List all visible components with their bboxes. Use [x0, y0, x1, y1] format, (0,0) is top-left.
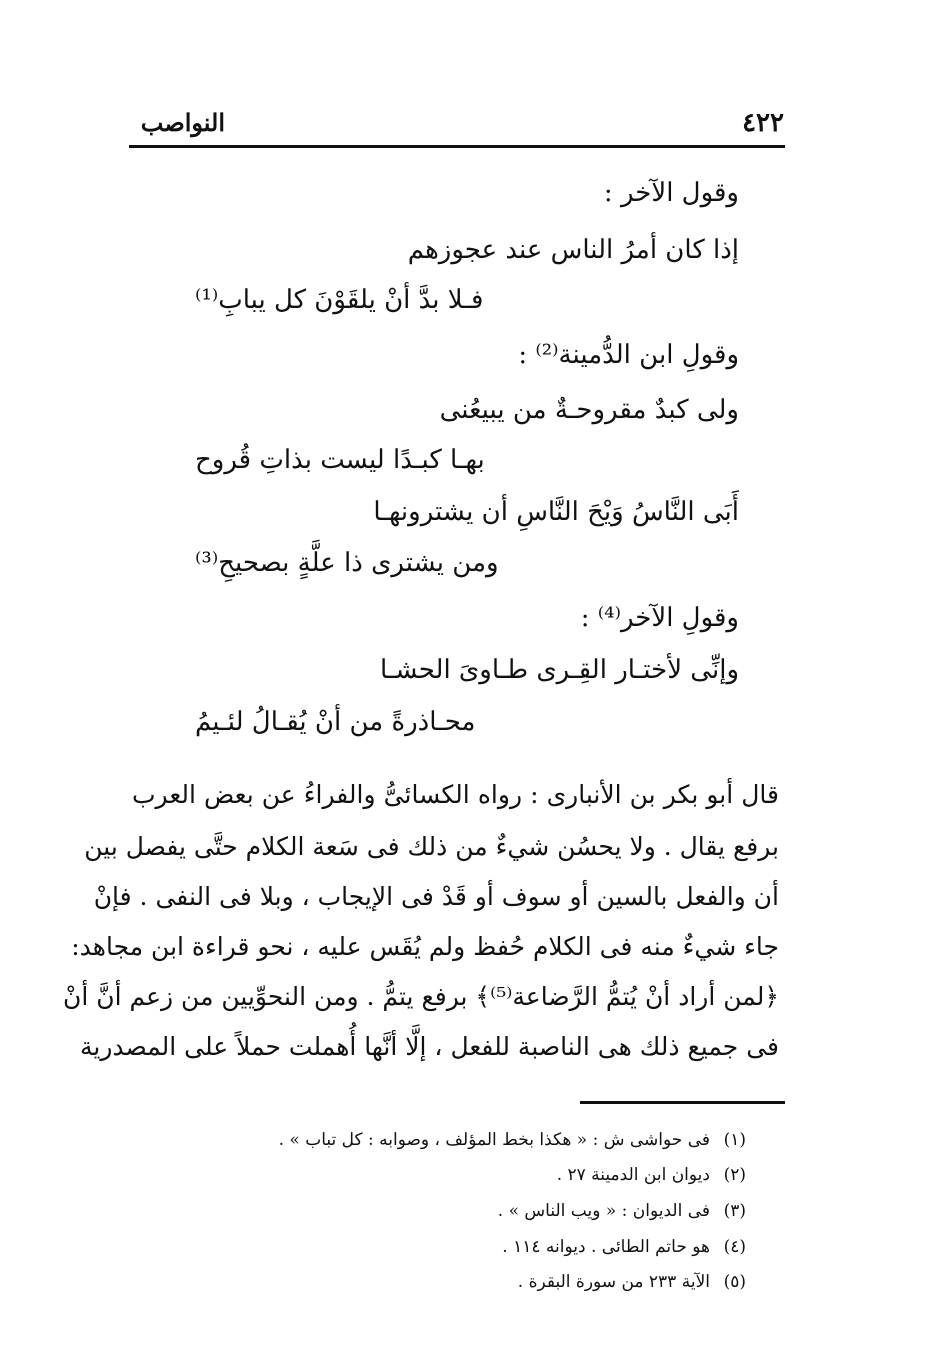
prose-line: برفع يقال . ولا يحسُن شيءٌ من ذلك فى سَعة الكلام حتَّى يفصل بين: [84, 832, 779, 861]
prose-line: جاء شيءٌ منه فى الكلام حُفظ ولم يُقَس عليه ، نحو قراءة ابن مجاهد:: [71, 932, 779, 961]
verse-line: وقولِ الآخر⁽⁴⁾ :: [580, 603, 739, 633]
prose-line: ﴿لمن أراد أنْ يُتمُّ الرَّضاعة⁽⁵⁾﴾ برفع يتمُّ . ومن النحوِّيين من زعم أنَّ أنْ: [62, 982, 779, 1011]
footnote-number: (٢): [723, 1165, 746, 1185]
running-title: النواصب: [140, 108, 225, 137]
footnote-number: (١): [723, 1130, 746, 1150]
verse-line: ومن يشترى ذا علَّةٍ بصحيحِ⁽³⁾: [195, 548, 499, 578]
verse-line: محـاذرةً من أنْ يُقـالُ لئـيمُ: [195, 707, 476, 737]
footnote-text: ديوان ابن الدمينة ٢٧ .: [556, 1165, 710, 1185]
verse-line: وإنِّى لأختـار القِـرى طـاوىَ الحشـا: [380, 655, 739, 685]
page-number: ٤٢٢: [742, 108, 784, 138]
footnote-text: هو حاتم الطائى . ديوانه ١١٤ .: [502, 1237, 710, 1257]
footnote-number: (٤): [723, 1237, 746, 1257]
verse-line: فـلا بدَّ أنْ يلقَوْنَ كل يبابِ⁽¹⁾: [195, 285, 484, 315]
footnote-text: فى حواشى ش : « هكذا بخط المؤلف ، وصوابه : كل تباب » .: [278, 1130, 710, 1150]
prose-line: قال أبو بكر بن الأنبارى : رواه الكسائىُّ والفراءُ عن بعض العرب: [132, 780, 779, 809]
footnote: [279, 1126, 746, 1154]
verse-line: إذا كان أمرُ الناس عند عجوزهم: [407, 235, 739, 265]
prose-line: فى جميع ذلك هى الناصبة للفعل ، إلَّا أنَّها أُهملت حملاً على المصدرية: [79, 1032, 779, 1061]
footnote: [502, 1233, 746, 1261]
footnote: [557, 1161, 746, 1189]
verse-line: وقول الآخر :: [603, 178, 739, 208]
footnote-number: (٥): [723, 1272, 746, 1292]
verse-line: ولى كبدٌ مقروحـةٌ من يبيعُنى: [439, 395, 739, 425]
header-rule: [129, 145, 785, 148]
footnote-rule: [580, 1101, 785, 1104]
prose-line: أن والفعل بالسين أو سوف أو قَدْ فى الإيجاب ، وبلا فى النفى . فإنْ: [93, 882, 779, 911]
verse-line: أَبَى النَّاسُ وَيْحَ النَّاسِ أن يشترونهـا: [373, 497, 739, 527]
footnote-text: الآية ٢٣٣ من سورة البقرة .: [517, 1272, 710, 1292]
footnote-number: (٣): [723, 1201, 746, 1221]
footnote: [498, 1197, 746, 1225]
verse-line: بهـا كبـدًا ليست بذاتِ قُروح: [195, 445, 485, 475]
footnote-text: فى الديوان : « ويب الناس » .: [497, 1201, 710, 1221]
verse-line: وقولِ ابن الدُّمينة⁽²⁾ :: [518, 340, 739, 370]
footnote: [518, 1268, 746, 1296]
